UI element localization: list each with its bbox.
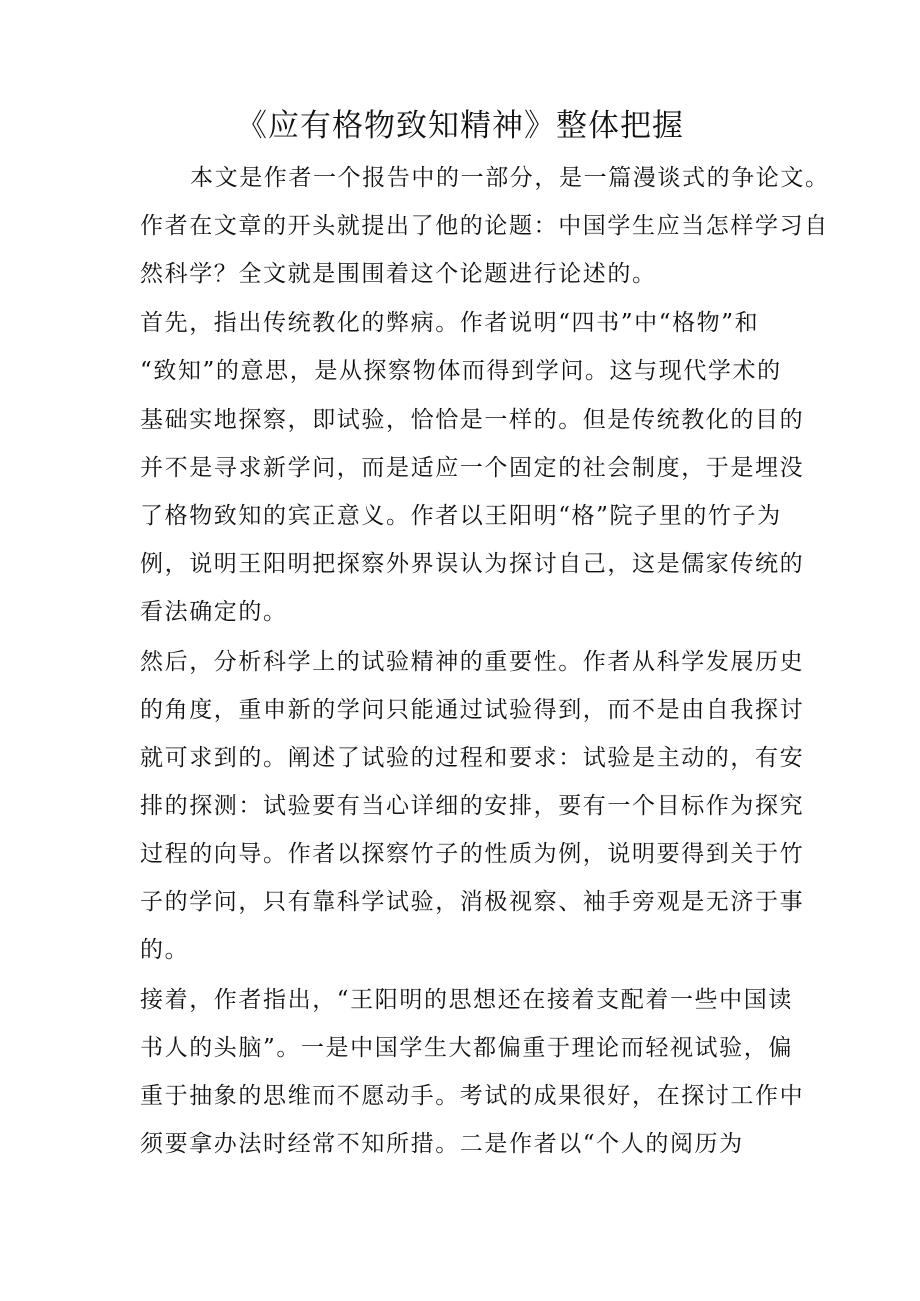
text-line-6: 基础实地探察，即试验，恰恰是一样的。但是传统教化的目的 xyxy=(140,407,805,433)
text-line-1: 本文是作者一个报告中的一部分，是一篇漫谈式的争论文。 xyxy=(190,165,830,191)
text-line-12: 的角度，重申新的学问只能通过试验得到，而不是由自我探讨 xyxy=(140,697,805,723)
text-line-13: 就可求到的。阐述了试验的过程和要求：试验是主动的，有安 xyxy=(140,745,805,771)
text-line-18: 接着，作者指出，“王阳明的思想还在接着支配着一些中国读 xyxy=(140,987,793,1013)
text-line-5: “致知”的意思，是从探察物体而得到学问。这与现代学术的 xyxy=(140,358,782,384)
text-line-19: 书人的头脑”。一是中国学生大都偏重于理论而轻视试验，偏 xyxy=(140,1035,793,1061)
text-line-7: 并不是寻求新学问，而是适应一个固定的社会制度，于是埋没 xyxy=(140,455,805,481)
text-line-20: 重于抽象的思维而不愿动手。考试的成果很好，在探讨工作中 xyxy=(140,1083,805,1109)
text-line-4: 首先，指出传统教化的弊病。作者说明“四书”中“格物”和 xyxy=(140,310,760,336)
text-line-17: 的。 xyxy=(140,937,190,963)
text-line-14: 排的探测：试验要有当心详细的安排，要有一个目标作为探究 xyxy=(140,793,805,819)
text-line-8: 了格物致知的宾正意义。作者以王阳明“格”院子里的竹子为 xyxy=(140,503,782,529)
text-line-21: 须要拿办法时经常不知所措。二是作者以“个人的阅历为 xyxy=(140,1131,744,1157)
text-line-16: 子的学问，只有靠科学试验，消极视察、袖手旁观是无济于事 xyxy=(140,889,805,915)
document-title: 《应有格物致知精神》整体把握 xyxy=(236,108,684,144)
text-line-9: 例，说明王阳明把探察外界误认为探讨自己，这是儒家传统的 xyxy=(140,551,805,577)
text-line-3: 然科学？全文就是围围着这个论题进行论述的。 xyxy=(140,261,657,287)
text-line-15: 过程的向导。作者以探察竹子的性质为例，说明要得到关于竹 xyxy=(140,841,805,867)
text-line-10: 看法确定的。 xyxy=(140,599,288,625)
text-line-11: 然后，分析科学上的试验精神的重要性。作者从科学发展历史 xyxy=(140,649,805,675)
text-line-2: 作者在文章的开头就提出了他的论题：中国学生应当怎样学习自 xyxy=(140,213,829,239)
